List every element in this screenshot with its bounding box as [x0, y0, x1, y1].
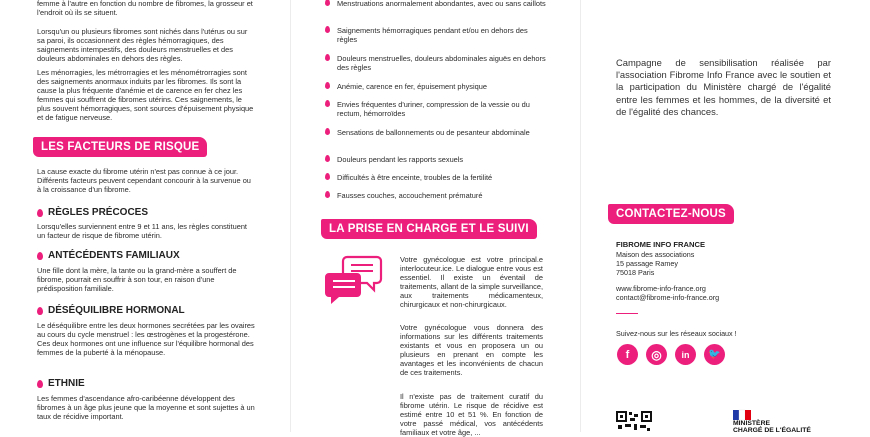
factor-text-2: Une fille dont la mère, la tante ou la grand-mère a souffert de fibrome, pourrait en souffrir à son tour, en raison d'une prédisposition familiale. — [37, 266, 237, 293]
symptom-item: Fausses couches, accouchement prématuré — [324, 191, 549, 200]
symptom-item: Envies fréquentes d'uriner, compression de la vessie ou du rectum, hémorroïdes — [324, 100, 549, 118]
follow-us-text: Suivez-nous sur les réseaux sociaux ! — [616, 329, 737, 338]
drop-icon — [37, 380, 43, 388]
symptom-item: Sensations de ballonnements ou de pesanteur abdominale — [324, 128, 549, 137]
symptom-item: Anémie, carence en fer, épuisement physique — [324, 82, 549, 91]
symptom-item: Menstruations anormalement abondantes, avec ou sans caillots — [324, 0, 549, 8]
intro-paragraph-3: Les ménorragies, les métrorragies et les ménométrorragies sont des saignements anormaux induits par les fibromes. Ils sont la cause la plus fréquente d'anémie et de carence en fer chez les femmes qui souffrent de fibromes utérins. Ces saignements, le plus souvent hémorragiques, sont sources d'épuisement physique et de fatigue nerveuse. — [37, 68, 254, 122]
address-line-1: Maison des associations — [616, 250, 695, 259]
care-paragraph-3: Il n'existe pas de traitement curatif du fibrome utérin. Le risque de récidive est estimé entre 10 et 51 %. En fonction de votre passé médical, vos antécédents familiaux et votre âge, ... — [400, 392, 543, 437]
intro-text-top: femme à l'autre en fonction du nombre de fibromes, la grosseur et l'endroit où ils se situent. — [37, 0, 253, 17]
contact-banner: CONTACTEZ-NOUS — [608, 204, 734, 224]
factor-title-3: DÉSÉQUILIBRE HORMONAL — [37, 305, 185, 316]
email-link[interactable]: contact@fibrome-info-france.org — [616, 293, 720, 302]
facebook-icon[interactable]: f — [617, 344, 638, 365]
organization-name: FIBROME INFO FRANCE — [616, 240, 706, 249]
website-link[interactable]: www.fibrome-info-france.org — [616, 284, 706, 293]
linkedin-icon[interactable]: in — [675, 344, 696, 365]
drop-icon — [37, 252, 43, 260]
republique-francaise-logo-icon — [733, 410, 751, 420]
drop-icon — [325, 173, 330, 180]
middle-panel — [290, 0, 580, 437]
twitter-icon[interactable]: 🐦 — [704, 344, 725, 365]
care-paragraph-1: Votre gynécologue est votre principal.e interlocuteur.ice. Le dialogue entre vous est essentiel. Il existe un éventail de traitements, allant de la simple surveillance, aux traitements médicamenteux, chirurgicaux et non-chirurgicaux. — [400, 255, 543, 309]
care-banner: LA PRISE EN CHARGE ET LE SUIVI — [321, 219, 537, 239]
drop-icon — [325, 82, 330, 89]
symptom-item: Saignements hémorragiques pendant et/ou en dehors des règles — [324, 26, 549, 44]
left-panel — [0, 0, 290, 432]
factor-text-3: Le déséquilibre entre les deux hormones secrétées par les ovaires au cours du cycle menstruel : les œstrogènes et la progestérone. Ces deux hormones ont une influence sur l'équilibre hormonal des femmes de la puberté à la ménopause. — [37, 321, 255, 357]
address-line-2: 15 passage Ramey — [616, 259, 678, 268]
divider — [616, 313, 638, 314]
qr-code-icon[interactable] — [616, 411, 652, 432]
risk-factors-banner: LES FACTEURS DE RISQUE — [33, 137, 207, 157]
factor-title-1: RÈGLES PRÉCOCES — [37, 207, 148, 218]
symptom-item: Douleurs pendant les rapports sexuels — [324, 155, 549, 164]
drop-icon — [37, 307, 43, 315]
drop-icon — [325, 100, 330, 107]
drop-icon — [325, 54, 330, 61]
campaign-text: Campagne de sensibilisation réalisée par l'association Fibrome Info France avec le soutien et la participation du Ministère chargé de l'égalité entre les femmes et les hommes, de la diversité et de l'égalité des chances. — [616, 57, 831, 117]
care-paragraph-2: Votre gynécologue vous donnera des informations sur les différents traitements existants et vous en proposera un ou plusieurs en prenant en compte les avantages et les inconvénients de chacun de ces traitements. — [400, 323, 543, 377]
symptom-item: Difficultés à être enceinte, troubles de la fertilité — [324, 173, 549, 182]
drop-icon — [325, 26, 330, 33]
factor-text-4: Les femmes d'ascendance afro-caribéenne développent des fibromes à un âge plus jeune que la moyenne et sont sujettes à un taux de récidive important. — [37, 394, 255, 421]
intro-paragraph-2: Lorsqu'un ou plusieurs fibromes sont nichés dans l'utérus ou sur sa paroi, ils occasionnent des règles hémorragiques, des saignements intempestifs, des douleurs menstruelles et des douleurs abdominales en dehors des règles. — [37, 27, 248, 63]
ministry-label: MINISTÈRE CHARGÉ DE L'ÉGALITÉ — [733, 420, 811, 434]
factor-title-4: ETHNIE — [37, 378, 85, 389]
factor-text-1: Lorsqu'elles surviennent entre 9 et 11 ans, les règles constituent un facteur de risque de fibrome utérin. — [37, 222, 247, 240]
right-panel — [580, 0, 870, 432]
drop-icon — [325, 128, 330, 135]
drop-icon — [37, 209, 43, 217]
risk-intro: La cause exacte du fibrome utérin n'est pas connue à ce jour. Différents facteurs peuvent cependant concourir à la survenue ou à la croissance d'un fibrome. — [37, 167, 251, 194]
factor-title-2: ANTÉCÉDENTS FAMILIAUX — [37, 250, 180, 261]
drop-icon — [325, 191, 330, 198]
drop-icon — [325, 155, 330, 162]
chat-bubbles-icon — [325, 253, 385, 305]
address-line-3: 75018 Paris — [616, 268, 655, 277]
drop-icon — [325, 0, 330, 6]
instagram-icon[interactable]: ◎ — [646, 344, 667, 365]
symptom-item: Douleurs menstruelles, douleurs abdominales aiguës en dehors des règles — [324, 54, 549, 72]
